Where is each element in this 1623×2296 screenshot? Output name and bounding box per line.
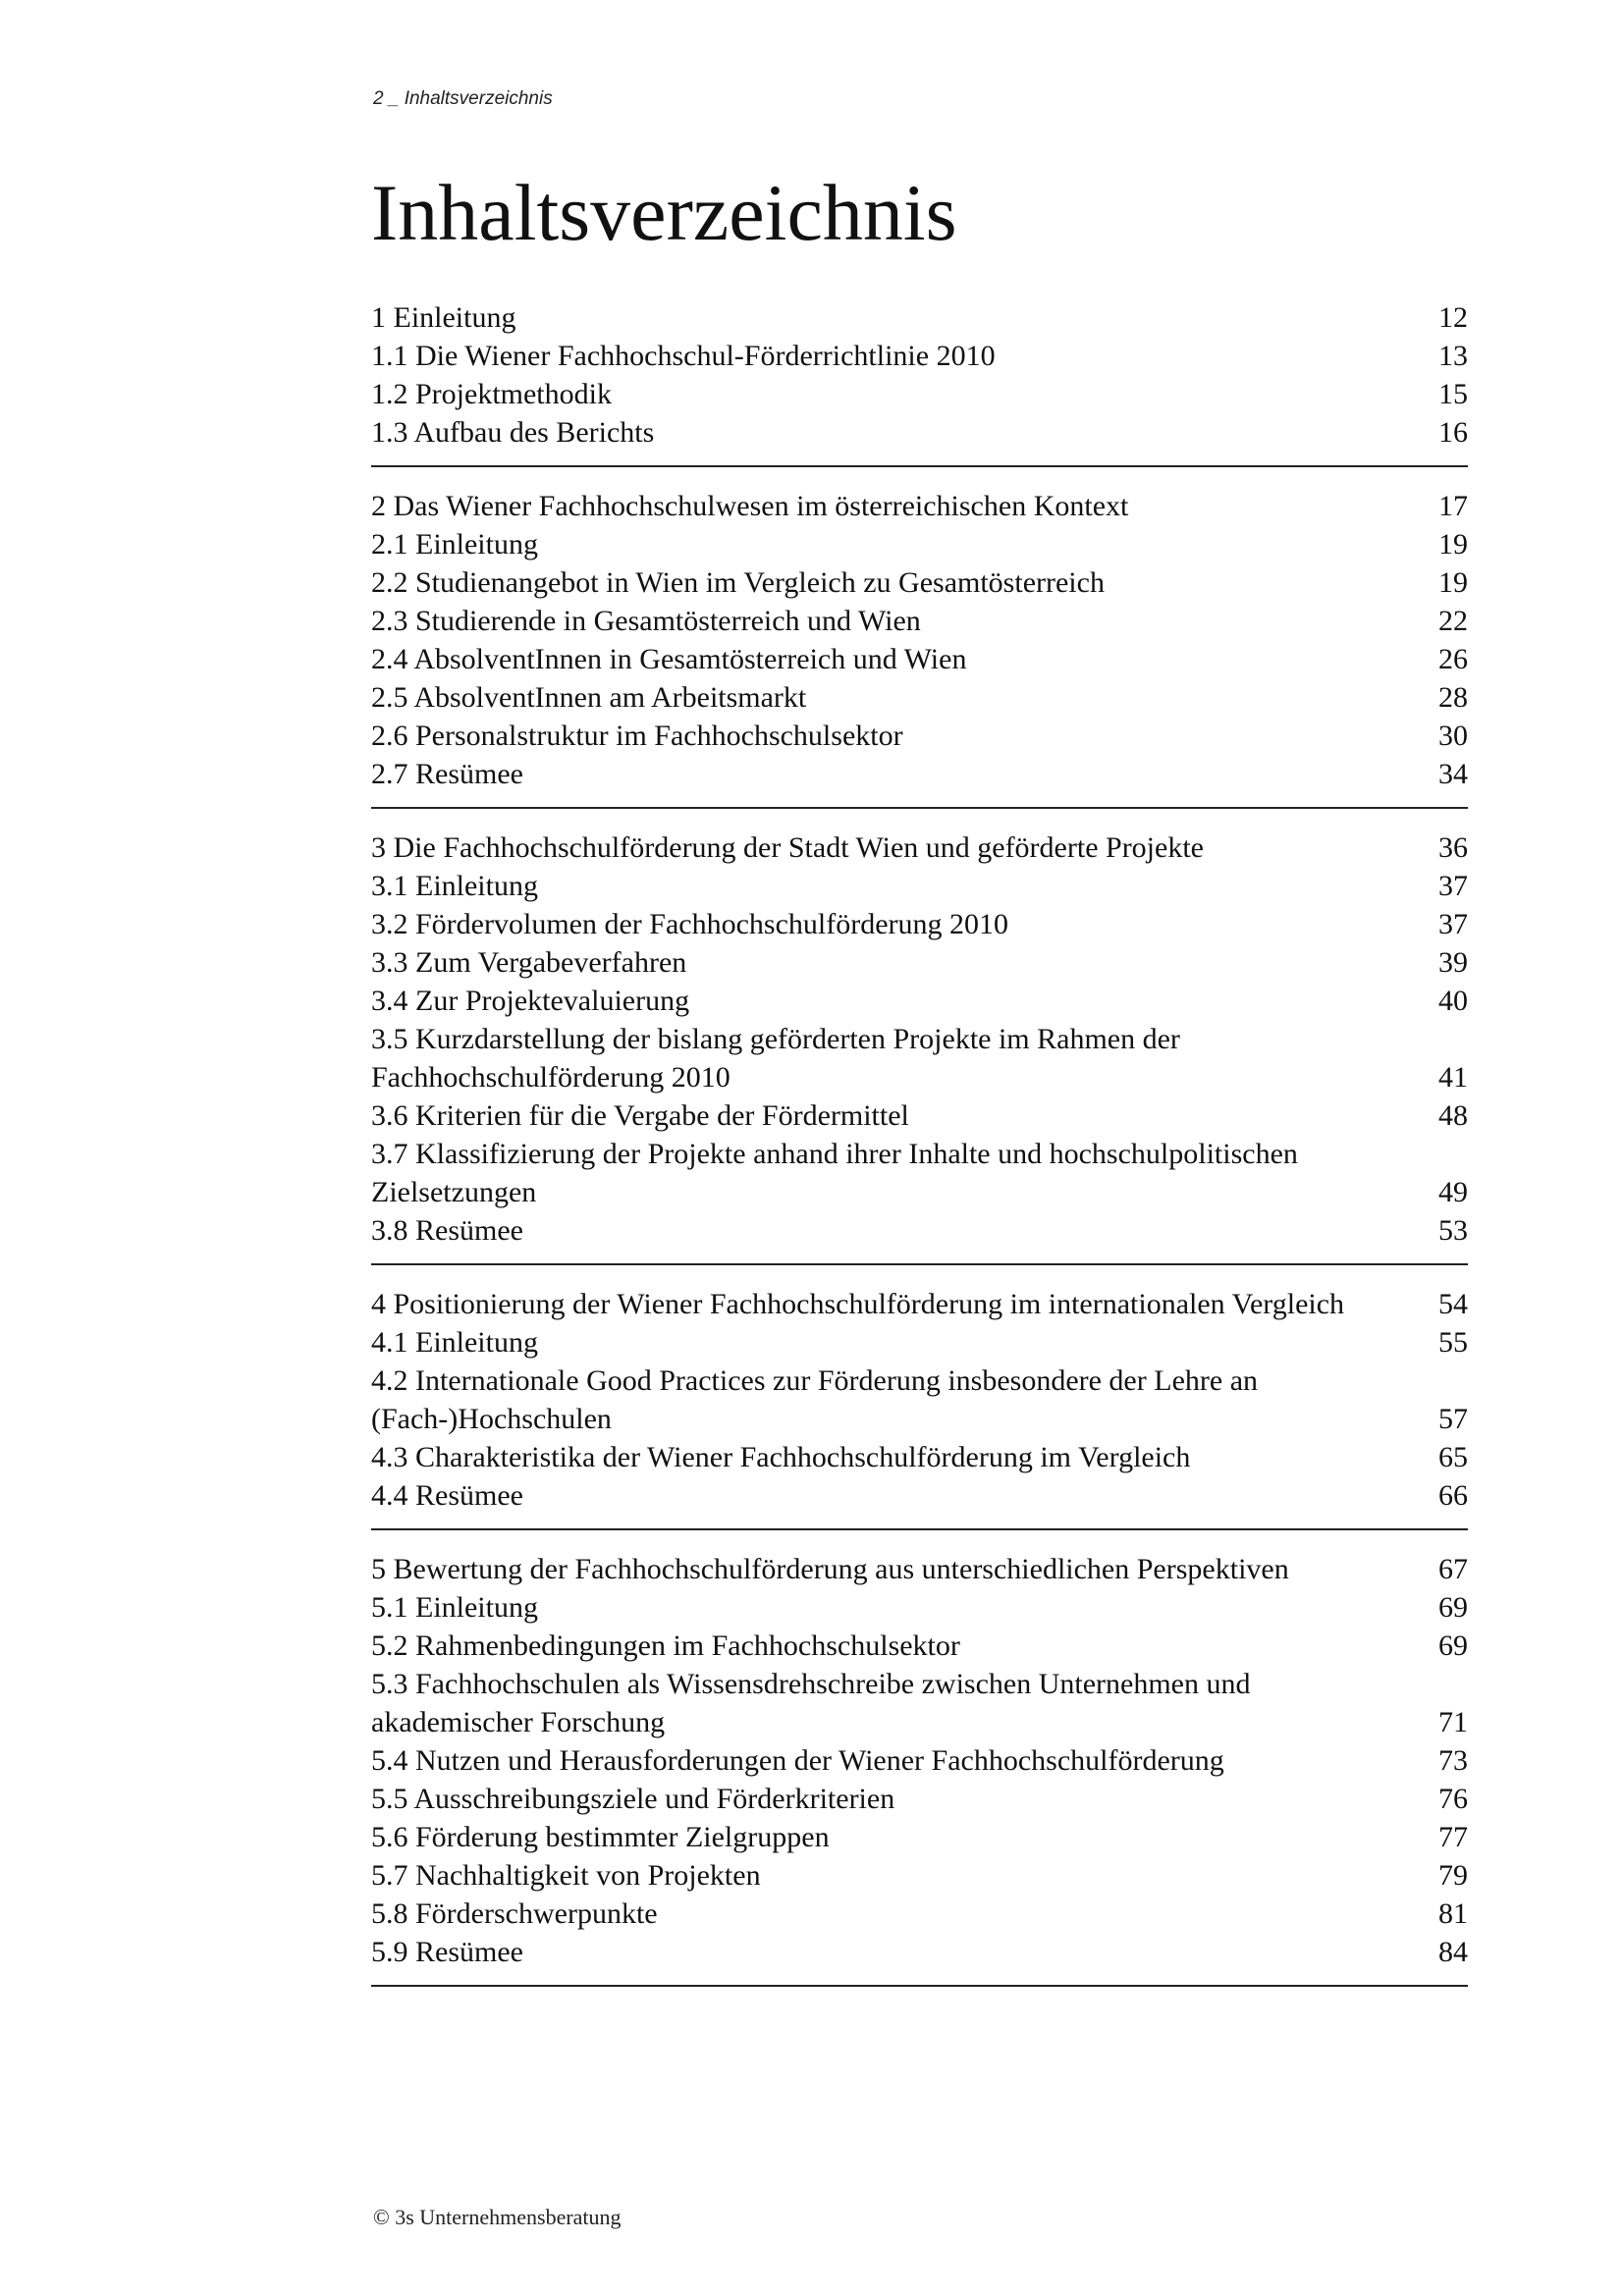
toc-entry-title: 3.8 Resümee <box>371 1214 523 1247</box>
toc-entry[interactable] <box>371 375 1468 413</box>
toc-entry[interactable] <box>371 602 1468 640</box>
toc-entry[interactable] <box>371 1096 1468 1135</box>
toc-entry-page-number: 57 <box>1438 1403 1468 1435</box>
toc-entry[interactable] <box>371 1665 1468 1741</box>
running-head: 2 _ Inhaltsverzeichnis <box>373 88 553 109</box>
toc-entry-page-number: 54 <box>1438 1288 1468 1320</box>
toc-entry-page-number: 65 <box>1438 1441 1468 1473</box>
toc-entry[interactable] <box>371 943 1468 982</box>
toc-entry[interactable] <box>371 1895 1468 1933</box>
toc-entry[interactable] <box>371 1588 1468 1627</box>
toc-entry[interactable] <box>371 828 1468 867</box>
toc-entry[interactable] <box>371 1780 1468 1818</box>
toc-entry-page-number: 37 <box>1438 908 1468 940</box>
toc-entry-title: 1.1 Die Wiener Fachhochschul-Förderrichtlinie 2010 <box>371 340 996 372</box>
toc-entry-page-number: 66 <box>1438 1479 1468 1512</box>
toc-entry-page-number: 17 <box>1438 490 1468 522</box>
toc-entry-page-number: 69 <box>1438 1629 1468 1662</box>
toc-entry-title: 2 Das Wiener Fachhochschulwesen im österreichischen Kontext <box>371 490 1129 522</box>
toc-entry[interactable] <box>371 1020 1468 1096</box>
toc-entry[interactable] <box>371 1741 1468 1780</box>
toc-entry-page-number: 55 <box>1438 1326 1468 1359</box>
toc-entry-title: 2.7 Resümee <box>371 758 523 790</box>
toc-entry-page-number: 22 <box>1438 605 1468 637</box>
toc-section-2 <box>371 487 1468 809</box>
toc-entry-page-number: 79 <box>1438 1859 1468 1892</box>
toc-entry-title: 2.3 Studierende in Gesamtösterreich und Wien <box>371 605 921 637</box>
toc-entry-page-number: 77 <box>1438 1821 1468 1853</box>
page-title: Inhaltsverzeichnis <box>371 168 957 257</box>
toc-entry-page-number: 49 <box>1438 1176 1468 1208</box>
toc-entry-page-number: 16 <box>1438 416 1468 449</box>
toc-entry-page-number: 34 <box>1438 758 1468 790</box>
toc-entry-title: 2.5 AbsolventInnen am Arbeitsmarkt <box>371 681 807 714</box>
toc-entry-title: 5.1 Einleitung <box>371 1591 538 1624</box>
toc-entry-title: 4.1 Einleitung <box>371 1326 538 1359</box>
toc-entry[interactable] <box>371 487 1468 525</box>
toc-entry-page-number: 37 <box>1438 870 1468 902</box>
toc-entry[interactable] <box>371 1476 1468 1515</box>
toc-entry-page-number: 13 <box>1438 340 1468 372</box>
toc-entry[interactable] <box>371 563 1468 602</box>
footer-copyright: © 3s Unternehmensberatung <box>373 2205 622 2229</box>
toc-entry[interactable] <box>371 678 1468 717</box>
toc-entry-title: 5.3 Fachhochschulen als Wissensdrehschreibe zwischen Unternehmen und akademischer Forschung <box>371 1668 1251 1738</box>
toc-entry-page-number: 19 <box>1438 528 1468 561</box>
toc-entry[interactable] <box>371 1933 1468 1971</box>
toc-entry[interactable] <box>371 1323 1468 1362</box>
toc-entry[interactable] <box>371 1818 1468 1856</box>
toc-entry[interactable] <box>371 1550 1468 1588</box>
toc-entry-title: 2.6 Personalstruktur im Fachhochschulsektor <box>371 720 903 752</box>
toc-entry-title: 3.4 Zur Projektevaluierung <box>371 985 690 1017</box>
toc-entry[interactable] <box>371 1211 1468 1250</box>
toc-entry-title: 2.1 Einleitung <box>371 528 538 561</box>
toc-entry-page-number: 39 <box>1438 946 1468 979</box>
toc-entry-title: 3.3 Zum Vergabeverfahren <box>371 946 687 979</box>
toc-entry-title: 4.3 Charakteristika der Wiener Fachhochschulförderung im Vergleich <box>371 1441 1191 1473</box>
toc-section-1 <box>371 298 1468 467</box>
toc-entry[interactable] <box>371 640 1468 678</box>
toc-entry-title: 5.9 Resümee <box>371 1936 523 1968</box>
toc-entry-title: 4.4 Resümee <box>371 1479 523 1512</box>
toc-entry-title: 5.2 Rahmenbedingungen im Fachhochschulsektor <box>371 1629 960 1662</box>
toc-entry-page-number: 12 <box>1438 301 1468 334</box>
toc-section-3 <box>371 828 1468 1265</box>
toc-entry-title: 2.2 Studienangebot in Wien im Vergleich zu Gesamtösterreich <box>371 566 1105 599</box>
toc-entry[interactable] <box>371 1856 1468 1895</box>
toc-entry[interactable] <box>371 1627 1468 1665</box>
toc-entry-title: 1.3 Aufbau des Berichts <box>371 416 655 449</box>
toc-entry-title: 3.5 Kurzdarstellung der bislang geförderten Projekte im Rahmen der Fachhochschulförderung 2010 <box>371 1023 1180 1094</box>
toc-entry-page-number: 41 <box>1438 1061 1468 1094</box>
toc-entry[interactable] <box>371 717 1468 755</box>
toc-entry-page-number: 28 <box>1438 681 1468 714</box>
toc-entry-title: 2.4 AbsolventInnen in Gesamtösterreich und Wien <box>371 643 967 675</box>
toc-entry[interactable] <box>371 525 1468 563</box>
toc-entry-title: 3.7 Klassifizierung der Projekte anhand ihrer Inhalte und hochschulpolitischen Zielsetzungen <box>371 1138 1298 1208</box>
toc-entry-title: 4 Positionierung der Wiener Fachhochschulförderung im internationalen Vergleich <box>371 1288 1345 1320</box>
toc-entry[interactable] <box>371 413 1468 452</box>
toc-entry[interactable] <box>371 905 1468 943</box>
toc-entry[interactable] <box>371 337 1468 375</box>
toc-entry-title: 5.7 Nachhaltigkeit von Projekten <box>371 1859 761 1892</box>
toc-entry[interactable] <box>371 1135 1468 1211</box>
toc-entry-title: 1 Einleitung <box>371 301 516 334</box>
toc-entry-title: 5.5 Ausschreibungsziele und Förderkriterien <box>371 1783 895 1815</box>
toc-entry-title: 3.2 Fördervolumen der Fachhochschulförderung 2010 <box>371 908 1009 940</box>
toc-entry[interactable] <box>371 1362 1468 1438</box>
toc-entry-page-number: 40 <box>1438 985 1468 1017</box>
toc-section-5 <box>371 1550 1468 1987</box>
toc-entry-page-number: 71 <box>1438 1706 1468 1738</box>
toc-entry-page-number: 84 <box>1438 1936 1468 1968</box>
toc-entry-page-number: 30 <box>1438 720 1468 752</box>
toc-entry[interactable] <box>371 1438 1468 1476</box>
toc-entry-page-number: 48 <box>1438 1099 1468 1132</box>
toc-entry-page-number: 53 <box>1438 1214 1468 1247</box>
toc-entry-page-number: 15 <box>1438 378 1468 410</box>
toc-entry[interactable] <box>371 867 1468 905</box>
toc-entry-title: 5.4 Nutzen und Herausforderungen der Wiener Fachhochschulförderung <box>371 1744 1224 1777</box>
toc-entry-page-number: 73 <box>1438 1744 1468 1777</box>
toc-entry[interactable] <box>371 1285 1468 1323</box>
toc-entry-title: 5.8 Förderschwerpunkte <box>371 1897 658 1930</box>
toc-entry[interactable] <box>371 982 1468 1020</box>
toc-entry-title: 5 Bewertung der Fachhochschulförderung aus unterschiedlichen Perspektiven <box>371 1553 1289 1585</box>
toc-entry-title: 3.1 Einleitung <box>371 870 538 902</box>
toc-entry-page-number: 69 <box>1438 1591 1468 1624</box>
toc-entry-page-number: 76 <box>1438 1783 1468 1815</box>
toc-entry-title: 4.2 Internationale Good Practices zur Förderung insbesondere der Lehre an (Fach-)Hochschulen <box>371 1364 1259 1435</box>
toc-entry-page-number: 36 <box>1438 831 1468 864</box>
toc-entry-page-number: 19 <box>1438 566 1468 599</box>
toc-entry-title: 1.2 Projektmethodik <box>371 378 612 410</box>
table-of-contents <box>371 298 1468 2006</box>
toc-entry-page-number: 67 <box>1438 1553 1468 1585</box>
toc-entry[interactable] <box>371 298 1468 337</box>
toc-entry-page-number: 26 <box>1438 643 1468 675</box>
toc-entry-page-number: 81 <box>1438 1897 1468 1930</box>
toc-entry-title: 5.6 Förderung bestimmter Zielgruppen <box>371 1821 830 1853</box>
toc-entry-title: 3 Die Fachhochschulförderung der Stadt Wien und geförderte Projekte <box>371 831 1204 864</box>
toc-section-4 <box>371 1285 1468 1530</box>
toc-entry-title: 3.6 Kriterien für die Vergabe der Fördermittel <box>371 1099 909 1132</box>
toc-entry[interactable] <box>371 755 1468 793</box>
